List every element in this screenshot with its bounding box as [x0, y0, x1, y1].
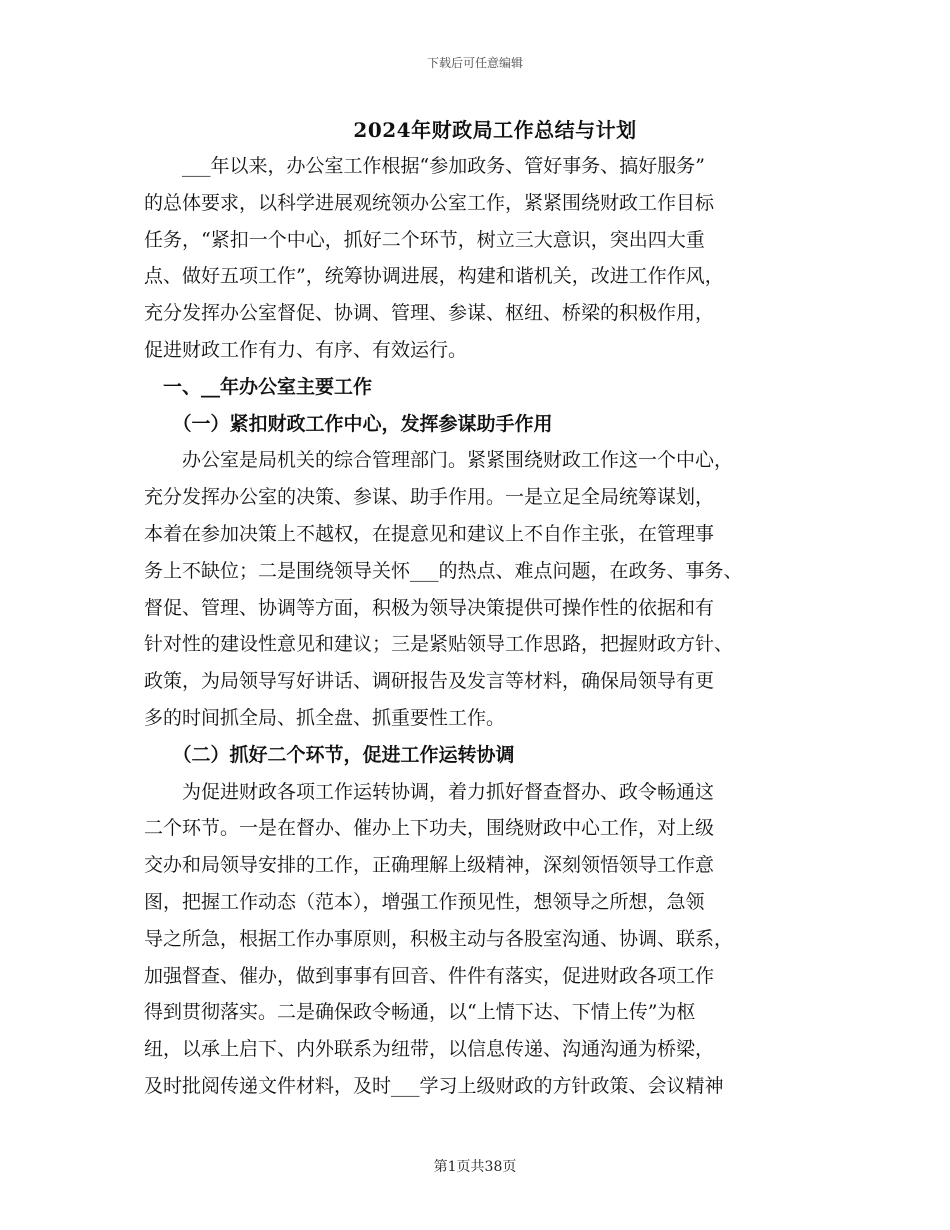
body-line: 纽，以承上启下、内外联系为纽带，以信息传递、沟通沟通为桥梁，: [144, 1038, 715, 1061]
body-line: 图，把握工作动态（范本），增强工作预见性，想领导之所想，急领: [144, 890, 705, 913]
section-heading-line: （一）紧扣财政工作中心，发挥参谋助手作用: [144, 412, 553, 435]
body-line: ___年以来，办公室工作根据“参加政务、管好事务、搞好服务”: [144, 155, 705, 177]
section-heading-line: 一、__年办公室主要工作: [144, 375, 373, 398]
section-heading-line: （二）抓好二个环节，促进工作运转协调: [144, 743, 515, 766]
body-line: 二个环节。一是在督办、催办上下功夫，围绕财政中心工作，对上级: [144, 817, 715, 840]
page-footer: 第1页共38页: [433, 1159, 517, 1175]
body-line: 点、做好五项工作”，统筹协调进展，构建和谐机关，改进工作作风，: [144, 265, 724, 288]
body-line: 的总体要求，以科学进展观统领办公室工作，紧紧围绕财政工作目标: [144, 191, 715, 214]
body-line: 加强督查、催办，做到事事有回音、件件有落实，促进财政各项工作: [144, 964, 715, 987]
body-line: 充分发挥办公室督促、协调、管理、参谋、枢纽、桥梁的积极作用，: [144, 302, 715, 325]
body-line: 及时批阅传递文件材料，及时___学习上级财政的方针政策、会议精神: [144, 1074, 724, 1097]
body-line: 得到贯彻落实。二是确保政令畅通，以“上情下达、下情上传”为枢: [144, 1001, 696, 1024]
body-line: 督促、管理、协调等方面，积极为领导决策提供可操作性的依据和有: [144, 596, 715, 619]
body-line: 为促进财政各项工作运转协调，着力抓好督查督办、政令畅通这: [144, 780, 715, 803]
body-line: 本着在参加决策上不越权，在提意见和建议上不自作主张，在管理事: [144, 522, 715, 545]
body-line: 充分发挥办公室的决策、参谋、助手作用。一是立足全局统筹谋划，: [144, 486, 715, 509]
body-line: 交办和局领导安排的工作，正确理解上级精神，深刻领悟领导工作意: [144, 854, 715, 877]
body-line: 任务，“紧扣一个中心，抓好二个环节，树立三大意识，突出四大重: [144, 228, 705, 251]
body-line: 导之所急，根据工作办事原则，积极主动与各股室沟通、协调、联系，: [144, 927, 734, 950]
document-title: 2024年财政局工作总结与计划: [353, 118, 637, 142]
document-body: [144, 148, 824, 1105]
body-line: 促进财政工作有力、有序、有效运行。: [144, 338, 468, 361]
body-line: 多的时间抓全局、抓全盘、抓重要性工作。: [144, 706, 506, 729]
body-line: 政策，为局领导写好讲话、调研报告及发言等材料，确保局领导有更: [144, 670, 715, 693]
header-note: 下载后可任意编辑: [426, 56, 523, 70]
body-line: 办公室是局机关的综合管理部门。紧紧围绕财政工作这一个中心，: [144, 449, 734, 472]
body-line: 针对性的建设性意见和建议；三是紧贴领导工作思路，把握财政方针、: [144, 633, 734, 656]
body-line: 务上不缺位；二是围绕领导关怀___的热点、难点问题，在政务、事务、: [144, 559, 743, 582]
